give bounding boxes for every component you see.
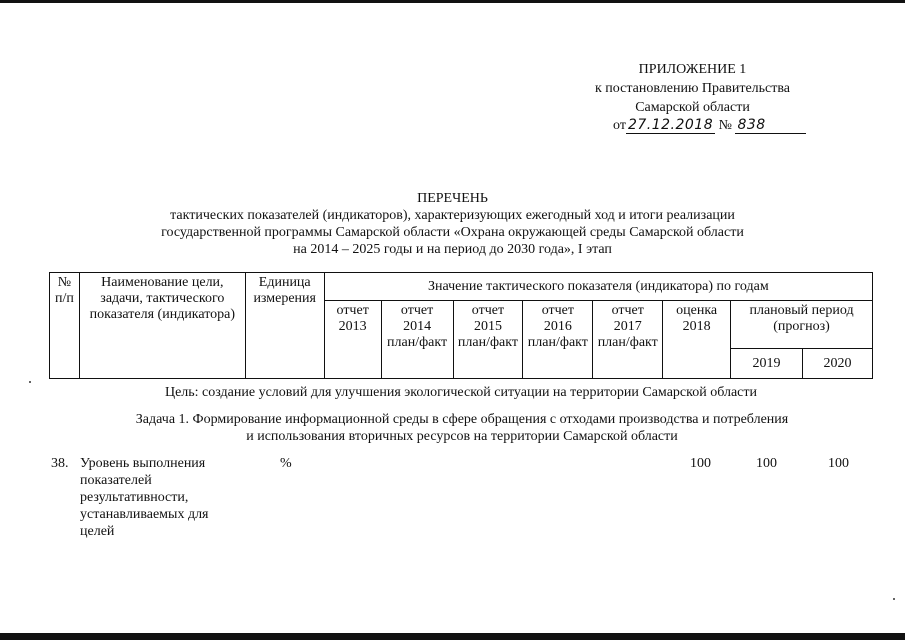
header-name: Наименование цели, задачи, тактического показателя (индикатора)	[79, 273, 245, 379]
header-year-2019: 2019	[731, 349, 803, 379]
header-unit: Единица измерения	[245, 273, 324, 379]
appendix-line-2: Самарской области	[635, 100, 750, 115]
scan-speck	[893, 598, 895, 600]
task-line-2: и использования вторичных ресурсов на территории Самарской области	[246, 429, 678, 444]
header-year-2020: 2020	[802, 349, 872, 379]
appendix-title: ПРИЛОЖЕНИЕ 1	[638, 62, 747, 77]
header-year-2018: оценка 2018	[663, 301, 731, 379]
goal-text: Цель: создание условий для улучшения экологической ситуации на территории Самарской области	[164, 385, 758, 400]
header-year-2016: отчет 2016 план/факт	[523, 301, 593, 379]
task-line-1: Задача 1. Формирование информационной среды в сфере обращения с отходами производства и потребления	[135, 412, 789, 427]
from-label: от	[613, 118, 626, 133]
task-text	[70, 411, 854, 445]
header-values: Значение тактического показателя (индикатора) по годам	[324, 273, 872, 301]
header-plan-period: плановый период (прогноз)	[731, 301, 873, 349]
header-num: № п/п	[50, 273, 80, 379]
header-year-2017: отчет 2017 план/факт	[593, 301, 663, 379]
row-number: 38.	[51, 456, 69, 471]
decree-date: 27.12.2018	[627, 117, 714, 133]
header-year-2015: отчет 2015 план/факт	[453, 301, 523, 379]
row-value-2019: 100	[756, 456, 777, 471]
decree-date-number	[613, 116, 806, 135]
title-line-3: на 2014 – 2025 годы и на период до 2030 года», I этап	[293, 242, 612, 257]
row-indicator-name: Уровень выполнения показателей результативности, устанавливаемых для целей	[80, 456, 209, 539]
appendix-block	[560, 60, 825, 133]
scan-border-top	[0, 0, 905, 3]
header-year-2014: отчет 2014 план/факт	[381, 301, 453, 379]
row-value-2020: 100	[828, 456, 849, 471]
number-label: №	[718, 118, 732, 133]
row-unit: %	[280, 456, 292, 471]
title-heading: ПЕРЕЧЕНЬ	[417, 191, 488, 206]
scan-border-bottom	[0, 633, 905, 640]
title-line-1: тактических показателей (индикаторов), характеризующих ежегодный ход и итоги реализации	[170, 208, 735, 223]
scan-speck	[29, 381, 31, 383]
appendix-line-1: к постановлению Правительства	[594, 81, 791, 96]
row-value-2018: 100	[690, 456, 711, 471]
indicators-table-header	[49, 272, 873, 379]
header-year-2013: отчет 2013	[324, 301, 381, 379]
decree-number: 838	[735, 117, 805, 134]
title-line-2: государственной программы Самарской области «Охрана окружающей среды Самарской области	[161, 225, 744, 240]
document-title	[100, 190, 805, 258]
